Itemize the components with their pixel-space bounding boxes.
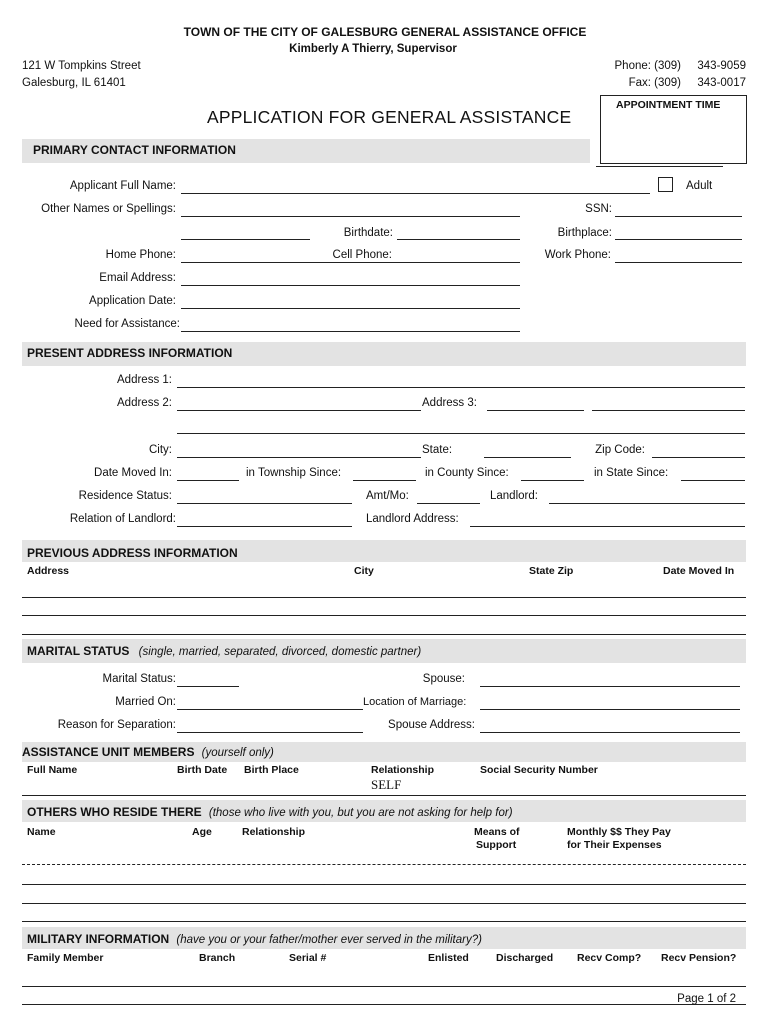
military-section-hint: (have you or your father/mother ever served in the military?) bbox=[176, 934, 482, 946]
married-on-label: Married On: bbox=[115, 696, 176, 708]
assistance-section-title: ASSISTANCE UNIT MEMBERS bbox=[22, 745, 195, 759]
township-since-field[interactable] bbox=[353, 480, 416, 481]
application-date-label: Application Date: bbox=[89, 295, 176, 307]
city-state: Galesburg, IL 61401 bbox=[22, 77, 126, 89]
others-row-line[interactable] bbox=[22, 864, 746, 865]
primary-section-title: PRIMARY CONTACT INFORMATION bbox=[33, 143, 236, 157]
col-relationship: Relationship bbox=[242, 826, 306, 838]
birthdate-field[interactable] bbox=[397, 239, 520, 240]
landlord-address-label: Landlord Address: bbox=[366, 513, 459, 525]
assistance-row-line[interactable] bbox=[22, 795, 746, 796]
residence-status-field[interactable] bbox=[177, 503, 352, 504]
address3-field-extra[interactable] bbox=[592, 410, 745, 411]
state-since-field[interactable] bbox=[681, 480, 745, 481]
assistance-section-header bbox=[22, 745, 274, 759]
col-ssn: Social Security Number bbox=[480, 764, 598, 776]
amtmo-label: Amt/Mo: bbox=[366, 490, 409, 502]
page-number: Page 1 of 2 bbox=[677, 993, 736, 1005]
previous-row-line[interactable] bbox=[22, 597, 746, 598]
cell-phone-label: Cell Phone: bbox=[332, 249, 392, 261]
marital-section-header bbox=[27, 644, 421, 658]
fax-number: 343-0017 bbox=[697, 77, 746, 89]
birthplace-label: Birthplace: bbox=[557, 227, 612, 239]
street-address: 121 W Tompkins Street bbox=[22, 60, 141, 72]
separation-label: Reason for Separation: bbox=[57, 719, 176, 731]
spouse-label: Spouse: bbox=[422, 673, 465, 685]
address-extra-field[interactable] bbox=[177, 433, 745, 434]
col-state-zip: State Zip bbox=[529, 565, 574, 577]
name-extra-field[interactable] bbox=[181, 239, 310, 240]
present-section-title: PRESENT ADDRESS INFORMATION bbox=[27, 346, 233, 360]
col-serial: Serial # bbox=[289, 952, 327, 964]
date-moved-field[interactable] bbox=[177, 480, 239, 481]
page-title: APPLICATION FOR GENERAL ASSISTANCE bbox=[207, 107, 572, 127]
phone-number: 343-9059 bbox=[697, 60, 746, 72]
landlord-address-field[interactable] bbox=[470, 526, 745, 527]
military-section-title: MILITARY INFORMATION bbox=[27, 932, 170, 946]
appointment-time-label: APPOINTMENT TIME bbox=[616, 99, 721, 111]
work-phone-label: Work Phone: bbox=[544, 249, 611, 261]
address3-label: Address 3: bbox=[422, 397, 477, 409]
married-on-field[interactable] bbox=[177, 709, 363, 710]
need-label: Need for Assistance: bbox=[74, 318, 180, 330]
previous-section-title: PREVIOUS ADDRESS INFORMATION bbox=[27, 546, 238, 560]
previous-row-line[interactable] bbox=[22, 615, 746, 616]
address2-label: Address 2: bbox=[117, 397, 172, 409]
others-section-header bbox=[27, 805, 513, 819]
col-recv-pension: Recv Pension? bbox=[661, 952, 737, 964]
work-phone-field[interactable] bbox=[615, 262, 742, 263]
col-monthly-line2: for Their Expenses bbox=[567, 839, 662, 851]
supervisor: Kimberly A Thierry, Supervisor bbox=[289, 43, 457, 55]
ssn-label: SSN: bbox=[585, 203, 612, 215]
others-row-line[interactable] bbox=[22, 884, 746, 885]
col-birth-date: Birth Date bbox=[177, 764, 228, 776]
col-means-line2: Support bbox=[476, 839, 517, 851]
zip-field[interactable] bbox=[652, 457, 745, 458]
location-marriage-field[interactable] bbox=[480, 709, 740, 710]
others-section-title: OTHERS WHO RESIDE THERE bbox=[27, 805, 202, 819]
township-since-label: in Township Since: bbox=[246, 467, 342, 479]
address3-field[interactable] bbox=[487, 410, 584, 411]
residence-status-label: Residence Status: bbox=[78, 490, 172, 502]
city-label: City: bbox=[149, 444, 172, 456]
marital-status-label: Marital Status: bbox=[102, 673, 176, 685]
office-title: TOWN OF THE CITY OF GALESBURG GENERAL ASSISTANCE OFFICE bbox=[183, 25, 587, 39]
landlord-field[interactable] bbox=[549, 503, 745, 504]
email-field[interactable] bbox=[181, 285, 520, 286]
city-field[interactable] bbox=[177, 457, 421, 458]
home-phone-label: Home Phone: bbox=[105, 249, 176, 261]
marital-status-field[interactable] bbox=[177, 686, 239, 687]
application-date-field[interactable] bbox=[181, 308, 520, 309]
email-label: Email Address: bbox=[99, 272, 176, 284]
spouse-address-label: Spouse Address: bbox=[388, 719, 475, 731]
address1-field[interactable] bbox=[177, 387, 745, 388]
others-section-hint: (those who live with you, but you are not asking for help for) bbox=[208, 807, 513, 819]
zip-label: Zip Code: bbox=[595, 444, 645, 456]
full-name-field[interactable] bbox=[181, 193, 650, 194]
col-branch: Branch bbox=[199, 952, 236, 964]
location-marriage-label: Location of Marriage: bbox=[363, 696, 467, 708]
col-name: Name bbox=[27, 826, 56, 838]
full-name-label: Applicant Full Name: bbox=[69, 180, 176, 192]
address1-label: Address 1: bbox=[117, 374, 172, 386]
col-date-moved: Date Moved In bbox=[663, 565, 735, 577]
col-full-name: Full Name bbox=[27, 764, 78, 776]
other-names-label: Other Names or Spellings: bbox=[41, 203, 176, 215]
others-row-line[interactable] bbox=[22, 903, 746, 904]
col-family-member: Family Member bbox=[27, 952, 104, 964]
ssn-field[interactable] bbox=[615, 216, 742, 217]
others-row-line[interactable] bbox=[22, 921, 746, 922]
address2-field[interactable] bbox=[177, 410, 421, 411]
relation-landlord-field[interactable] bbox=[177, 526, 352, 527]
col-address: Address bbox=[27, 565, 70, 577]
col-birth-place: Birth Place bbox=[244, 764, 299, 776]
previous-row-line[interactable] bbox=[22, 634, 746, 635]
county-since-field[interactable] bbox=[521, 480, 584, 481]
amtmo-field[interactable] bbox=[417, 503, 480, 504]
need-field[interactable] bbox=[181, 331, 520, 332]
marital-section-title: MARITAL STATUS bbox=[27, 644, 130, 658]
col-city: City bbox=[354, 565, 374, 577]
birthplace-field[interactable] bbox=[615, 239, 742, 240]
col-monthly-line1: Monthly $$ They Pay bbox=[567, 826, 671, 838]
date-moved-label: Date Moved In: bbox=[94, 467, 172, 479]
other-names-field[interactable] bbox=[181, 216, 520, 217]
col-age: Age bbox=[192, 826, 212, 838]
col-means-line1: Means of bbox=[474, 826, 520, 838]
phone-label: Phone: (309) bbox=[614, 60, 681, 72]
relationship-value[interactable]: SELF bbox=[371, 777, 402, 792]
state-label: State: bbox=[422, 444, 453, 456]
spouse-address-field[interactable] bbox=[480, 732, 740, 733]
home-phone-field[interactable] bbox=[181, 262, 520, 263]
col-discharged: Discharged bbox=[496, 952, 554, 964]
col-relationship: Relationship bbox=[371, 764, 435, 776]
fax-label: Fax: (309) bbox=[628, 77, 681, 89]
birthdate-label: Birthdate: bbox=[343, 227, 393, 239]
adult-checkbox[interactable] bbox=[658, 177, 673, 192]
adult-label: Adult bbox=[686, 180, 713, 192]
landlord-label: Landlord: bbox=[490, 490, 538, 502]
section-underline bbox=[596, 166, 723, 167]
col-recv-comp: Recv Comp? bbox=[577, 952, 642, 964]
spouse-field[interactable] bbox=[480, 686, 740, 687]
county-since-label: in County Since: bbox=[425, 467, 509, 479]
military-row-line[interactable] bbox=[22, 986, 746, 987]
military-section-header bbox=[27, 932, 482, 946]
state-field[interactable] bbox=[484, 457, 571, 458]
col-enlisted: Enlisted bbox=[428, 952, 469, 964]
footer-rule bbox=[22, 1004, 746, 1005]
relation-landlord-label: Relation of Landlord: bbox=[69, 513, 176, 525]
state-since-label: in State Since: bbox=[594, 467, 669, 479]
assistance-section-hint: (yourself only) bbox=[201, 747, 274, 759]
separation-field[interactable] bbox=[177, 732, 363, 733]
marital-section-hint: (single, married, separated, divorced, domestic partner) bbox=[138, 646, 422, 658]
